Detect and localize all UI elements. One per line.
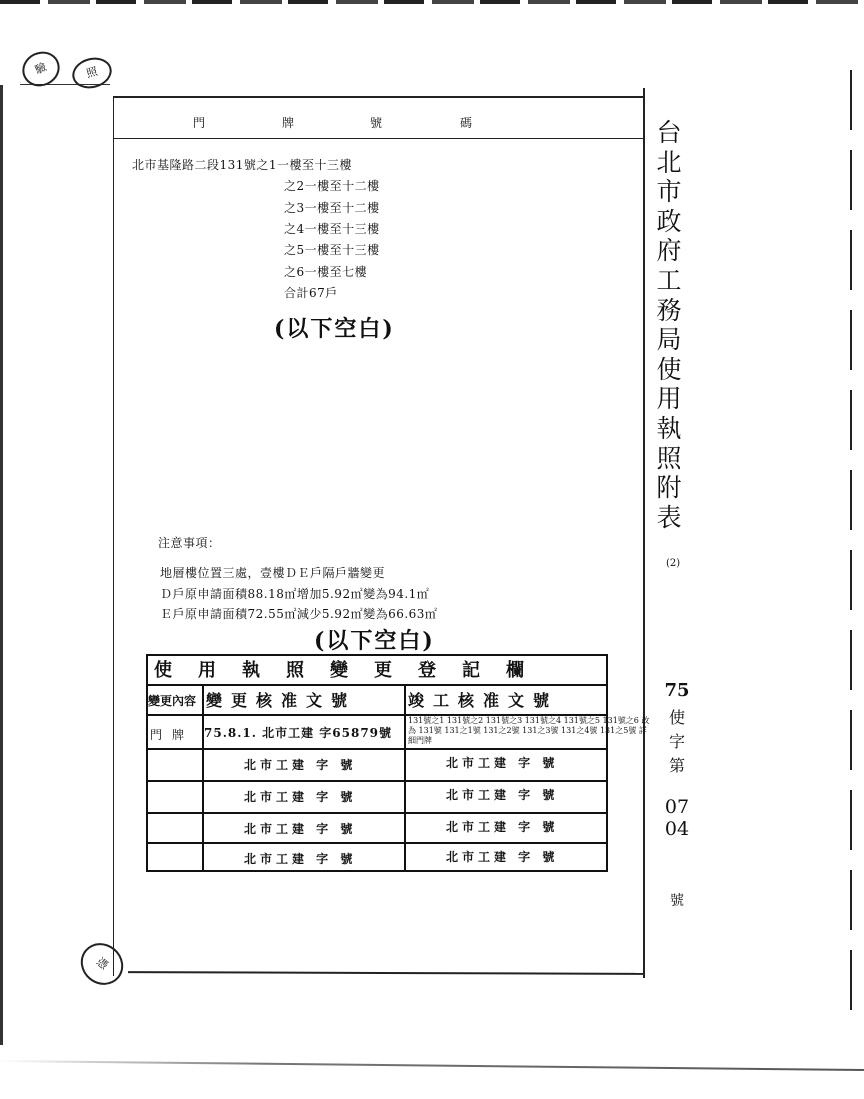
header-completion: 竣工核准文號 (408, 691, 559, 710)
address-line: 之3一樓至十二樓 (284, 201, 380, 215)
notes-line: 地層樓位置三處，壹樓ＤＥ戶隔戶牆變更 (160, 566, 386, 580)
notes-line: Ｄ戶原申請面積88.18㎡增加5.92㎡變為94.1㎡ (160, 587, 430, 601)
sheet-border-right (643, 88, 645, 978)
change-registration-table (146, 654, 650, 872)
table-row-approval: 北市工建 字 號 (244, 758, 357, 772)
table-row-completion: 北市工建 字 號 (446, 820, 559, 834)
scan-edge-bottom (0, 1060, 864, 1071)
header-col-4: 碼 (460, 116, 474, 130)
permit-suffix: 號 (670, 893, 684, 909)
table-row-completion-note: 131號之1 131號之2 131號之3 131號之4 131號之5 131號之6 改為 131號 131之1號 131之2號 131之3號 131之4號 131之5號 詳細門牌 (408, 716, 650, 745)
address-line: 之6一樓至七樓 (284, 265, 368, 279)
scan-edge-right (850, 70, 852, 1020)
address-line: 之2一樓至十二樓 (284, 179, 380, 193)
permit-number: 0704 (664, 796, 690, 840)
page-marker: (2) (666, 558, 681, 569)
seal-stamp-2: 照 (69, 53, 115, 92)
address-total: 合計67戶 (284, 286, 338, 300)
table-row-approval: 北市工建 字 號 (244, 822, 357, 836)
seal-stamp-1: 驗 (17, 46, 66, 93)
header-col-3: 號 (370, 116, 384, 130)
notes-line: Ｅ戶原申請面積72.55㎡減少5.92㎡變為66.63㎡ (160, 607, 438, 621)
header-approval: 變更核准文號 (206, 691, 357, 710)
header-col-1: 門 (193, 116, 207, 130)
address-line: 北市基隆路二段131號之1一樓至十三樓 (132, 158, 353, 172)
blank-below-stamp-2: (以下空白) (314, 628, 435, 654)
side-title: 台北市政府工務局使用執照附表 (656, 118, 682, 532)
table-row-completion: 北市工建 字 號 (446, 788, 559, 802)
blank-below-stamp: (以下空白) (274, 316, 395, 342)
scan-edge-left (0, 85, 3, 1045)
table-row-approval: 北市工建 字 號 (244, 852, 357, 866)
notes-title: 注意事項： (158, 536, 221, 550)
address-line: 之4一樓至十三樓 (284, 222, 380, 236)
table-row-content: 門牌 (150, 728, 195, 742)
header-rule (113, 138, 643, 139)
scan-edge-top (0, 0, 864, 4)
table-row-completion: 北市工建 字 號 (446, 850, 559, 864)
header-content: 變更內容 (148, 694, 197, 708)
table-title: 使用執照變更登記欄 (154, 660, 550, 681)
seal-stamp-3: 憑 (72, 935, 131, 994)
header-col-2: 牌 (282, 116, 296, 130)
permit-type: 使字第 (668, 708, 685, 775)
permit-year: 75 (664, 680, 690, 701)
table-row-approval: 75.8.1. 北市工建 字65879號 (204, 726, 393, 740)
table-row-completion: 北市工建 字 號 (446, 756, 559, 770)
table-row-approval: 北市工建 字 號 (244, 790, 357, 804)
address-line: 之5一樓至十三樓 (284, 243, 380, 257)
sheet-border-top (113, 96, 643, 98)
